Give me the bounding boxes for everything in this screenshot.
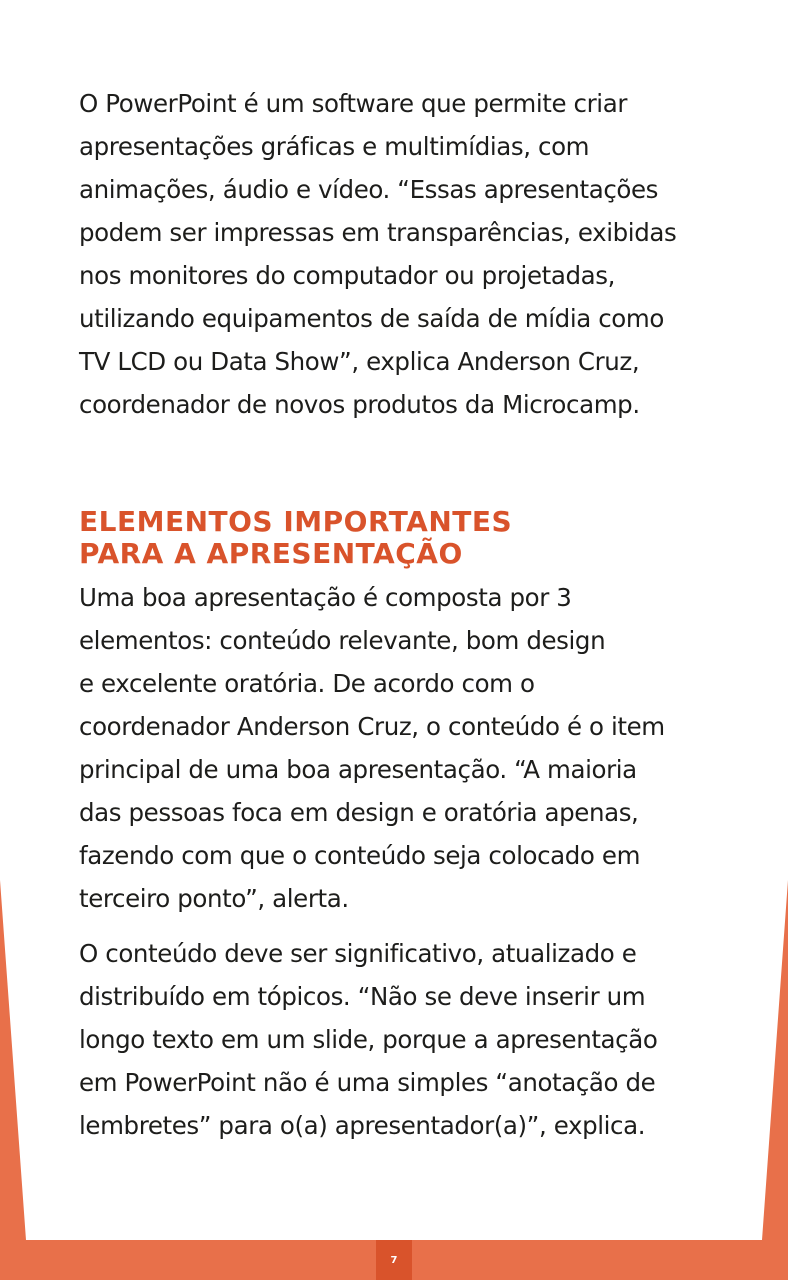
article-body [79,82,729,1147]
elements-paragraph: Uma boa apresentação é composta por 3 elementos: conteúdo relevante, bom design e excelente oratória. De acordo com o coordenador Anderson Cruz, o conteúdo é o item principal de uma boa apresentação. “A maioria das pessoas foca em design e oratória apenas, fazendo com que o conteúdo seja colocado em terceiro ponto”, alerta. [79,583,665,913]
section-heading: ELEMENTOS IMPORTANTES PARA A APRESENTAÇÃO [79,505,513,570]
page-number: 7 [376,1240,412,1280]
content-paragraph: O conteúdo deve ser significativo, atualizado e distribuído em tópicos. “Não se deve inserir um longo texto em um slide, porque a apresentação em PowerPoint não é uma simples “anotação de lembretes” para o(a) apresentador(a)”, explica. [79,939,658,1140]
intro-paragraph: O PowerPoint é um software que permite criar apresentações gráficas e multimídias, com animações, áudio e vídeo. “Essas apresentações podem ser impressas em transparências, exibidas nos monitores do computador ou projetadas, utilizando equipamentos de saída de mídia como TV LCD ou Data Show”, explica Anderson Cruz, coordenador de novos produtos da Microcamp. [79,89,677,419]
